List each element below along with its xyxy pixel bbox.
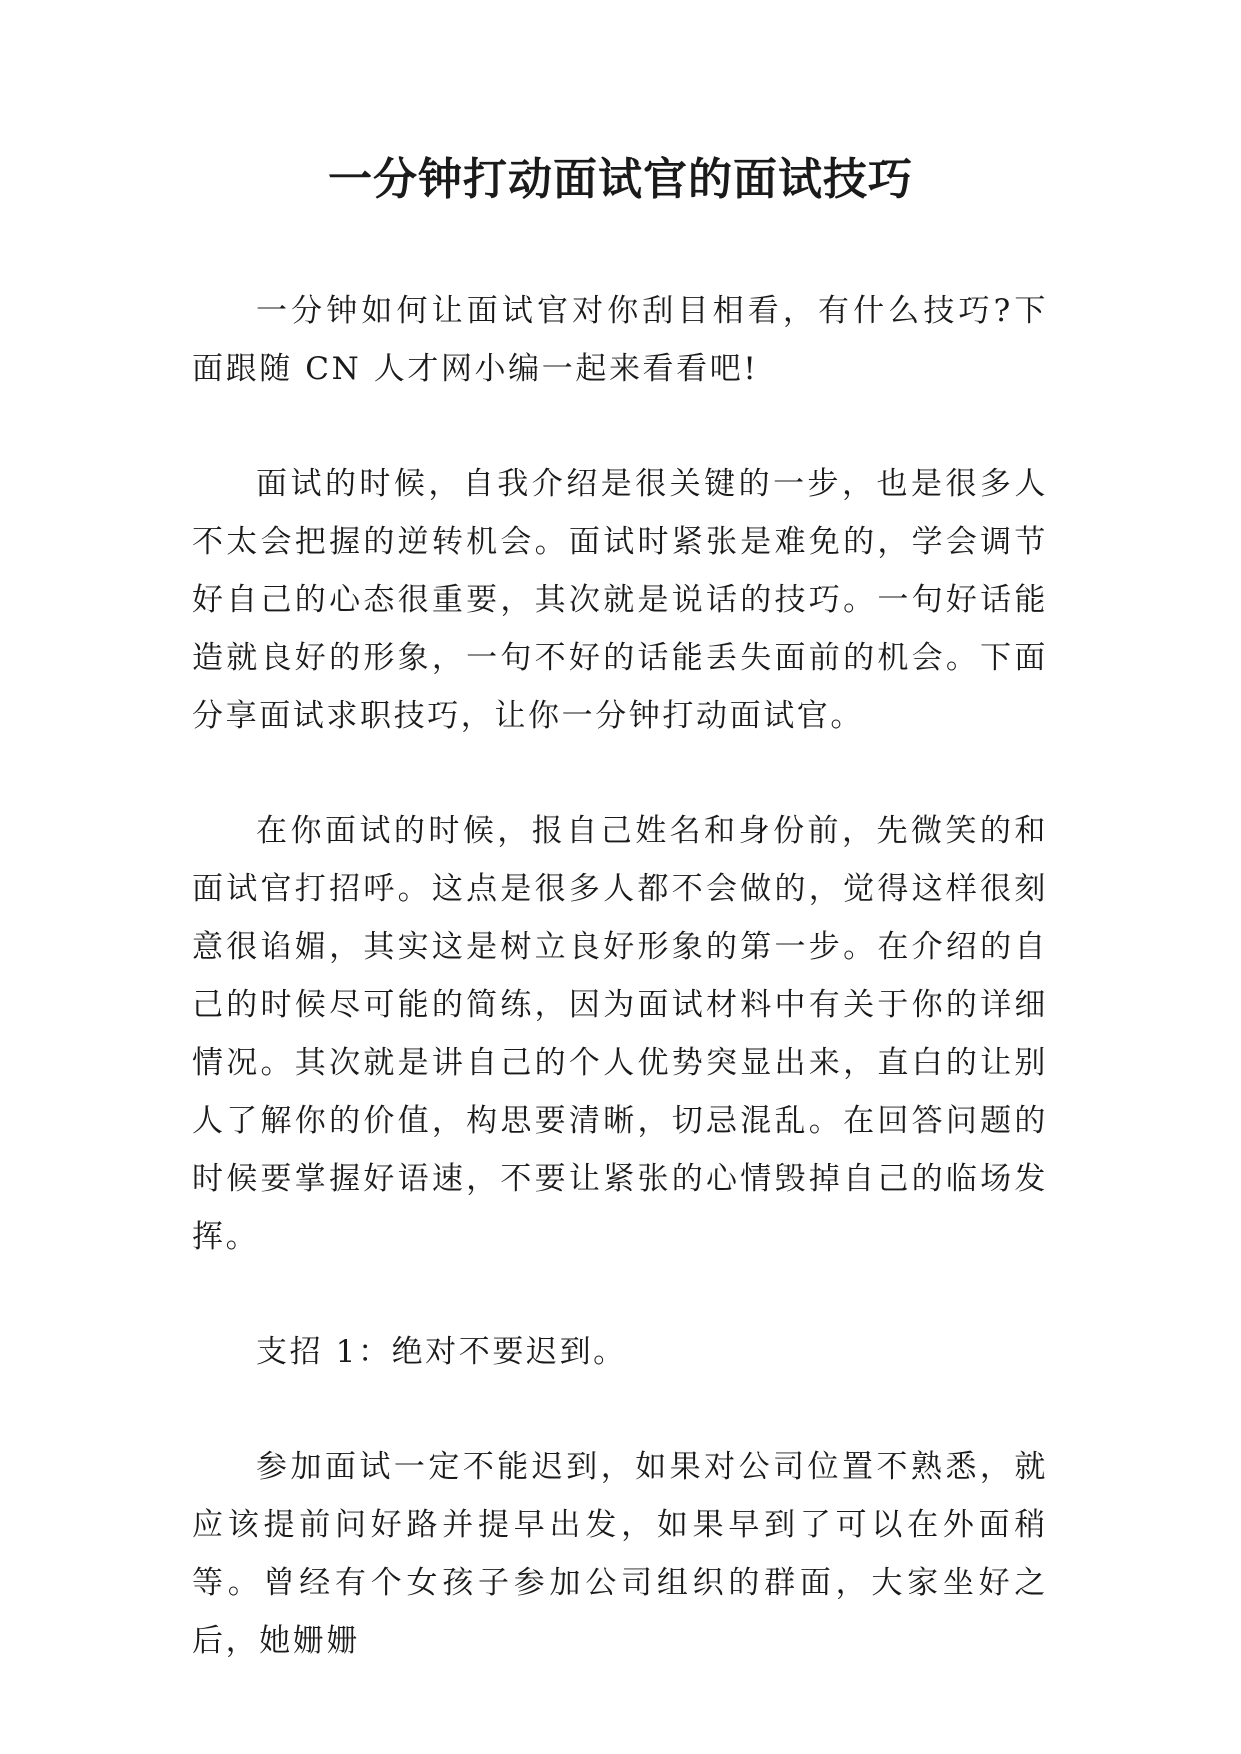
paragraph-greeting-advice: 在你面试的时候，报自己姓名和身份前，先微笑的和面试官打招呼。这点是很多人都不会做的，觉得这样很刻意很谄媚，其实这是树立良好形象的第一步。在介绍的自己的时候尽可能的简练，因为面试材料中有关于你的详细情况。其次就是讲自己的个人优势突显出来，直白的让别人了解你的价值，构思要清晰，切忌混乱。在回答问题的时候要掌握好语速，不要让紧张的心情毁掉自己的临场发挥。 <box>192 813 1048 1255</box>
paragraph-self-introduction: 面试的时候，自我介绍是很关键的一步，也是很多人不太会把握的逆转机会。面试时紧张是难免的，学会调节好自己的心态很重要，其次就是说话的技巧。一句好话能造就良好的形象，一句不好的话能丢失面前的机会。下面分享面试求职技巧，让你一分钟打动面试官。 <box>192 466 1048 734</box>
paragraph-intro: 一分钟如何让面试官对你刮目相看，有什么技巧?下面跟随 CN 人才网小编一起来看看吧! <box>192 293 1048 387</box>
paragraph-tip-1-body: 参加面试一定不能迟到，如果对公司位置不熟悉，就应该提前问好路并提早出发，如果早到了可以在外面稍等。曾经有个女孩子参加公司组织的群面，大家坐好之后，她姗姗 <box>192 1449 1048 1659</box>
document-title: 一分钟打动面试官的面试技巧 <box>328 154 913 205</box>
document-body <box>192 282 1048 1727</box>
paragraph-tip-1-heading: 支招 1：绝对不要迟到。 <box>256 1334 627 1370</box>
